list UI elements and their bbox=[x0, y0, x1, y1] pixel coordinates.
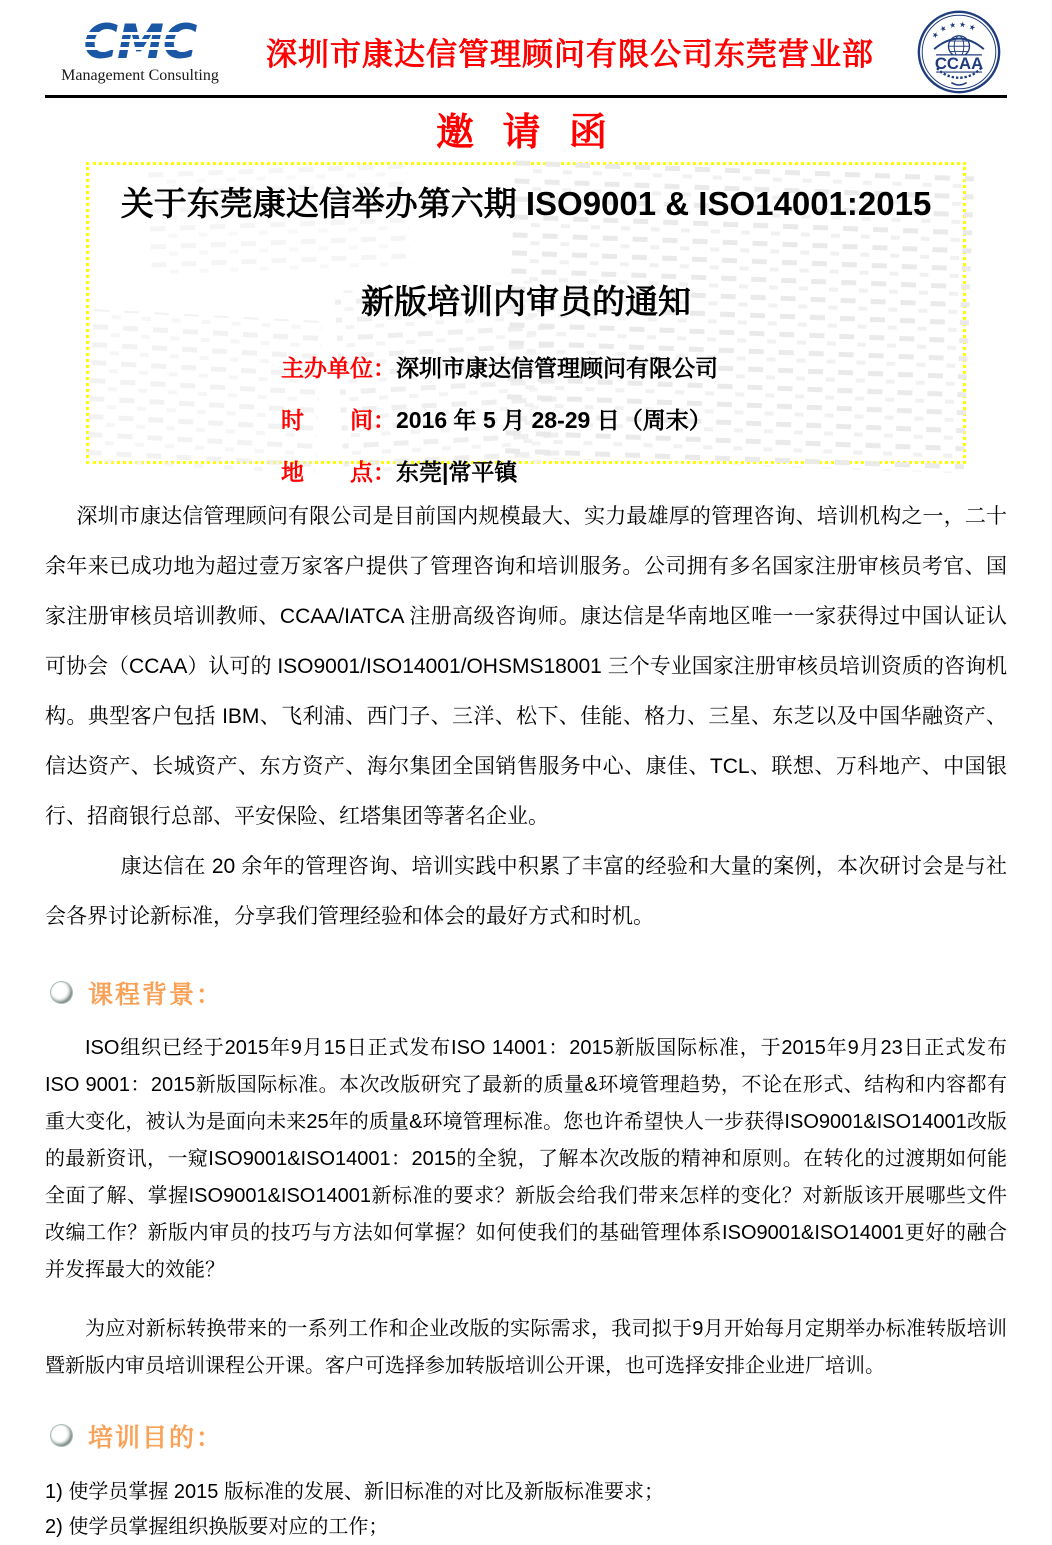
field-location-value: 东莞|常平镇 bbox=[396, 458, 518, 485]
cmc-logo bbox=[45, 19, 235, 85]
document-body bbox=[45, 492, 1007, 1545]
section-heading-background bbox=[51, 978, 1007, 1008]
field-time bbox=[281, 402, 963, 435]
ccaa-badge-icon bbox=[911, 9, 1007, 95]
gem-bullet-icon bbox=[51, 1425, 72, 1446]
field-location-label: 地 点： bbox=[281, 458, 396, 485]
notice-fields bbox=[281, 350, 963, 487]
logo-stripe bbox=[81, 47, 200, 50]
section-heading-purpose bbox=[51, 1421, 1007, 1451]
document-title: 邀 请 函 bbox=[435, 112, 617, 154]
gem-bullet-icon bbox=[51, 982, 72, 1003]
letterhead bbox=[45, 8, 1007, 98]
ccaa-badge-text: CCAA bbox=[934, 53, 984, 73]
field-organizer-value: 深圳市康达信管理顾问有限公司 bbox=[396, 354, 718, 381]
logo-stripe bbox=[81, 39, 200, 42]
purpose-item-2: 2) 使学员掌握组织换版要对应的工作； bbox=[45, 1515, 389, 1538]
field-time-value: 2016 年 5 月 28-29 日（周末） bbox=[396, 406, 712, 433]
field-location bbox=[281, 454, 963, 487]
field-organizer-label: 主办单位： bbox=[281, 354, 396, 381]
intro-paragraph-2: 康达信在 20 余年的管理咨询、培训实践中积累了丰富的经验和大量的案例，本次研讨会是与社会各界讨论新标准，分享我们管理经验和体会的最好方式和时机。 bbox=[45, 854, 1007, 928]
purpose-list bbox=[45, 1475, 1007, 1545]
purpose-item-1: 1) 使学员掌握 2015 版标准的发展、新旧标准的对比及新版标准要求； bbox=[45, 1480, 664, 1503]
notice-title-line2: 新版培训内审员的通知 bbox=[361, 282, 691, 320]
background-paragraph-1: ISO组织已经于2015年9月15日正式发布ISO 14001：2015新版国际标准，于2015年9月23日正式发布ISO 9001：2015新版国际标准。本次改版研究了最新的质量&环境管理趋势，不论在形式、结构和内容都有重大变化，被认为是面向未来25年的质量&环境管理标准。您也许希望快人一步获得ISO9001&ISO14001改版的最新资讯，一窥ISO9001&ISO14001：2015的全貌，了解本次改版的精神和原则。在转化的过渡期如何能全面了解、掌握ISO9001&ISO14001新标准的要求？新版会给我们带来怎样的变化？对新版该开展哪些文件改编工作？新版内审员的技巧与方法如何掌握？如何使我们的基础管理体系ISO9001&ISO14001更好的融合并发挥最大的效能？ bbox=[45, 1036, 1007, 1281]
field-organizer bbox=[281, 350, 963, 383]
section-title-background: 课程背景： bbox=[88, 980, 224, 1009]
logo-stripe bbox=[81, 32, 200, 35]
notice-box bbox=[86, 162, 966, 485]
field-time-label: 时 间： bbox=[281, 406, 396, 433]
background-paragraph-2: 为应对新标转换带来的一系列工作和企业改版的实际需求，我司拟于9月开始每月定期举办标准转版培训暨新版内审员培训课程公开课。客户可选择参加转版培训公开课，也可选择安排企业进厂培训。 bbox=[45, 1317, 1007, 1377]
section-title-purpose: 培训目的： bbox=[88, 1423, 224, 1452]
intro-paragraph-1: 深圳市康达信管理顾问有限公司是目前国内规模最大、实力最雄厚的管理咨询、培训机构之一，二十余年来已成功地为超过壹万家客户提供了管理咨询和培训服务。公司拥有多名国家注册审核员考官、国家注册审核员培训教师、CCAA/IATCA 注册高级咨询师。康达信是华南地区唯一一家获得过中国认证认可协会（CCAA）认可的 ISO9001/ISO14001/OHSMS18001 三个专业国家注册审核员培训资质的咨询机构。典型客户包括 IBM、飞利浦、西门子、三洋、松下、佳能、格力、三星、东芝以及中国华融资产、信达资产、长城资产、东方资产、海尔集团全国销售服务中心、康佳、TCL、联想、万科地产、中国银行、招商银行总部、平安保险、红塔集团等著名企业。 bbox=[45, 504, 1007, 828]
company-name: 深圳市康达信管理顾问有限公司东莞营业部 bbox=[266, 37, 874, 72]
notice-title-line1: 关于东莞康达信举办第六期 ISO9001 & ISO14001:2015 bbox=[120, 184, 932, 222]
svg-text:★ ★ ★ ★ ★: ★ ★ ★ ★ ★ bbox=[929, 19, 978, 41]
cmc-logo-subtext: Management Consulting bbox=[61, 66, 219, 84]
